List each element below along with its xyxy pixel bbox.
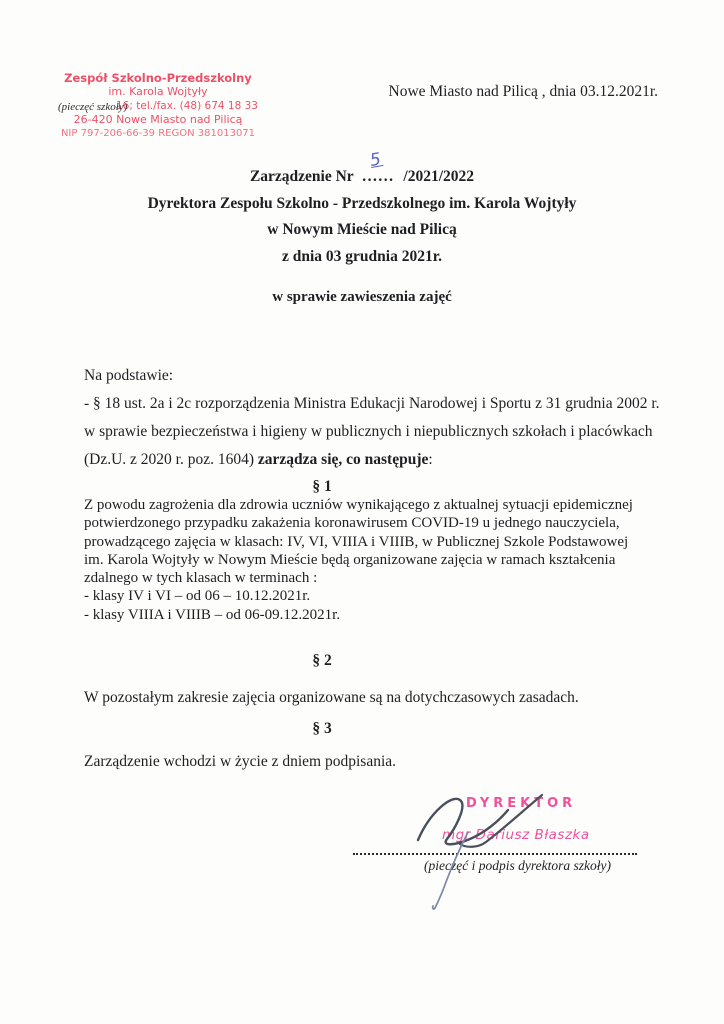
handwritten-number: 5: [368, 149, 385, 171]
place-and-date: Nowe Miasto nad Pilicą , dnia 03.12.2021r.: [388, 83, 658, 100]
pieczec-szkoly-label: (pieczęć szkoły): [58, 101, 128, 113]
school-stamp-phone-row: [52, 99, 264, 113]
title-line-city: w Nowym Mieście nad Pilicą: [267, 221, 457, 238]
title-nr-suffix: /2021/2022: [403, 168, 475, 185]
school-stamp-phone: 16; tel./fax. (48) 674 18 33: [116, 100, 258, 112]
dotted-blank: ......: [362, 168, 395, 185]
title-block: [0, 149, 724, 275]
section-2-heading: § 2: [312, 652, 332, 669]
basis-line-3-bold: zarządza się, co następuje: [257, 451, 429, 468]
section-1-line: zdalnego w tych klasach w terminach :: [84, 570, 318, 587]
section-1-heading: § 1: [312, 478, 332, 495]
title-line-number: [0, 149, 724, 185]
basis-intro: Na podstawie:: [84, 367, 174, 384]
section-2-body: W pozostałym zakresie zajęcia organizowane są na dotychczasowych zasadach.: [84, 689, 579, 706]
title-line-date: z dnia 03 grudnia 2021r.: [281, 247, 443, 265]
basis-line-3-prefix: (Dz.U. z 2020 r. poz. 1604): [84, 451, 258, 468]
title-nr-prefix: Zarządzenie Nr: [249, 168, 354, 185]
title-line-director: Dyrektora Zespołu Szkolno - Przedszkolnego im. Karola Wojtyły: [147, 194, 577, 212]
signature-caption: (pieczęć i podpis dyrektora szkoły): [424, 858, 611, 873]
section-1-line: im. Karola Wojtyły w Nowym Mieście będą organizowane zajęcia w ramach kształcenia: [84, 551, 616, 568]
school-stamp-patron: im. Karola Wojtyły: [108, 85, 208, 98]
signature-dotted-line: [353, 845, 637, 855]
school-stamp: [52, 71, 264, 141]
school-stamp-name: Zespół Szkolno-Przedszkolny: [64, 71, 252, 85]
director-stamp-name: mgr Dariusz Błaszka: [442, 827, 590, 843]
school-stamp-address: 26-420 Nowe Miasto nad Pilicą: [73, 113, 243, 126]
section-1-line: prowadzącego zajęcia w klasach: IV, VI, VIIIA i VIIIB, w Publicznej Szkole Podstawowej: [84, 533, 629, 550]
basis-line-2: w sprawie bezpieczeństwa i higieny w publicznych i niepublicznych szkołach i placówkach: [84, 423, 653, 440]
title-nr-dots: [362, 149, 395, 185]
school-stamp-nip-regon: NIP 797-206-66-39 REGON 381013071: [60, 128, 256, 139]
legal-basis: [84, 362, 662, 474]
section-3-body: Zarządzenie wchodzi w życie z dniem podpisania.: [84, 753, 397, 770]
section-1-body: [84, 496, 656, 624]
subject-line: w sprawie zawieszenia zajęć: [272, 289, 452, 305]
basis-line-3-suffix: :: [428, 451, 433, 468]
basis-line-1: - § 18 ust. 2a i 2c rozporządzenia Ministra Edukacji Narodowej i Sportu z 31 grudnia 2002 r.: [84, 395, 660, 412]
basis-line-3: [84, 446, 662, 474]
section-1-term-item: - klasy VIIIA i VIIIB – od 06-09.12.2021r.: [84, 606, 341, 623]
director-stamp-title: DYREKTOR: [466, 796, 577, 811]
section-1-term-item: - klasy IV i VI – od 06 – 10.12.2021r.: [84, 588, 311, 605]
section-1-line: potwierdzonego przypadku zakażenia koronawirusem COVID-19 u jednego nauczyciela,: [84, 515, 620, 532]
section-3-heading: § 3: [312, 720, 332, 737]
section-1-line: Z powodu zagrożenia dla zdrowia uczniów wynikającego z aktualnej sytuacji epidemicznej: [84, 497, 633, 513]
